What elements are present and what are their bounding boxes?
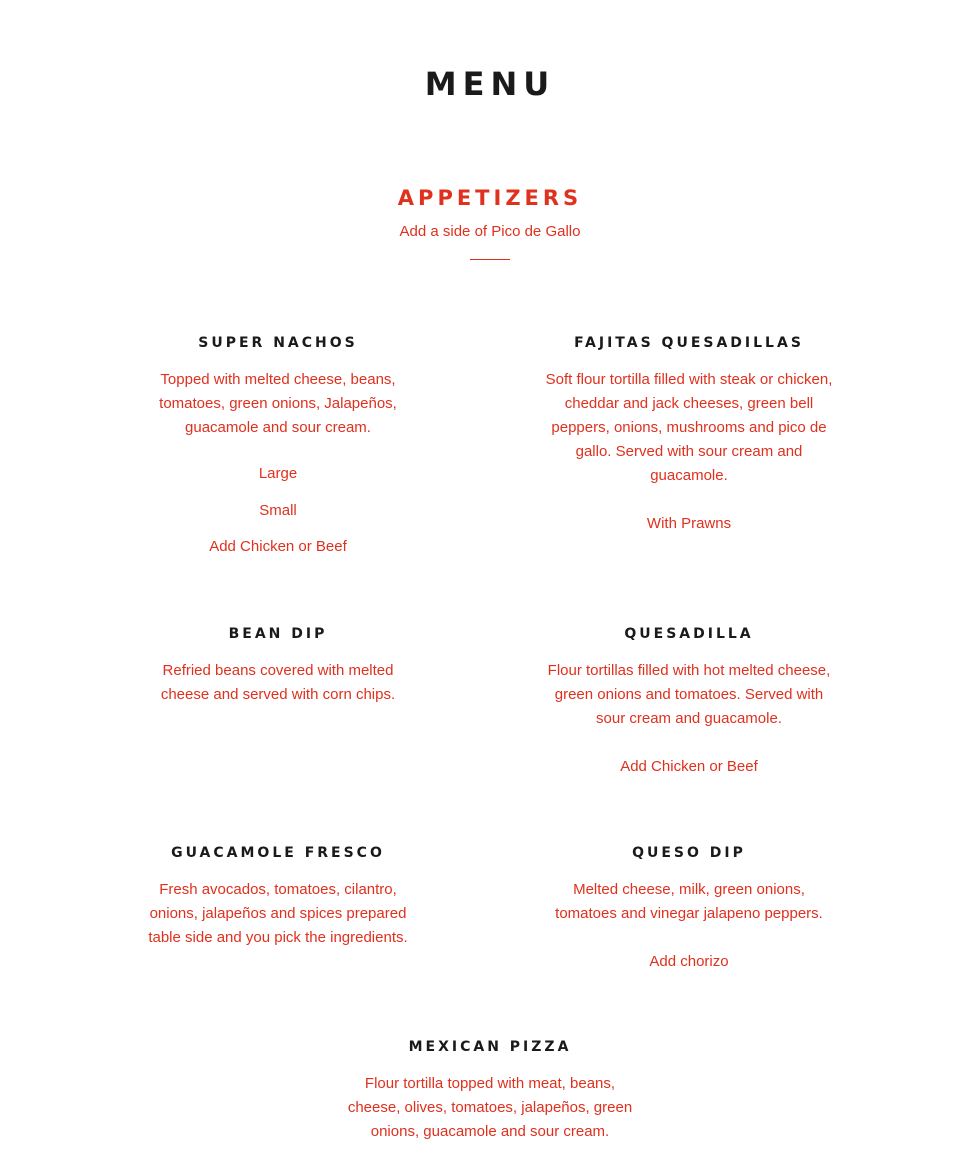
item-description: Soft flour tortilla filled with steak or chicken, cheddar and jack cheeses, green bell peppers, onions, mushrooms and pico de gallo. Served with sour cream and guacamole. <box>545 371 833 484</box>
menu-item-quesadilla <box>538 625 840 779</box>
menu-item-super-nachos <box>128 334 428 574</box>
section-subtitle: Add a side of Pico de Gallo <box>399 223 581 240</box>
item-name: SUPER NACHOS <box>198 335 358 351</box>
item-name: QUESO DIP <box>632 845 746 861</box>
item-description: Fresh avocados, tomatoes, cilantro, onions, jalapeños and spices prepared table side and you pick the ingredients. <box>148 881 408 946</box>
item-options <box>538 512 840 536</box>
item-option-add-chorizo: Add chorizo <box>649 953 729 970</box>
item-options <box>538 755 840 779</box>
item-name: QUESADILLA <box>624 626 754 642</box>
item-option-small: Small <box>259 501 297 519</box>
item-description: Refried beans covered with melted cheese and served with corn chips. <box>160 662 396 703</box>
section-divider <box>470 259 510 260</box>
item-description: Flour tortilla topped with meat, beans, cheese, olives, tomatoes, jalapeños, green onions, guacamole and sour cream. <box>347 1075 633 1140</box>
item-description: Flour tortillas filled with hot melted cheese, green onions and tomatoes. Served with sour cream and guacamole. <box>547 662 831 727</box>
menu-item-guacamole-fresco <box>128 844 428 950</box>
item-name: MEXICAN PIZZA <box>408 1039 572 1055</box>
item-options <box>538 950 840 974</box>
menu-item-bean-dip <box>128 625 428 707</box>
item-name: BEAN DIP <box>228 626 328 642</box>
item-option-add-chicken-beef: Add Chicken or Beef <box>620 758 758 775</box>
item-name: FAJITAS QUESADILLAS <box>574 335 804 351</box>
item-description: Topped with melted cheese, beans, tomatoes, green onions, Jalapeños, guacamole and sour cream. <box>159 371 397 436</box>
menu-item-mexican-pizza <box>340 1038 640 1144</box>
menu-item-fajitas-quesadillas <box>538 334 840 536</box>
page-title: MENU <box>424 65 556 103</box>
item-option-add-chicken-beef: Add Chicken or Beef <box>209 538 347 555</box>
item-option-with-prawns: With Prawns <box>646 515 732 532</box>
item-name: GUACAMOLE FRESCO <box>171 845 385 861</box>
item-description: Melted cheese, milk, green onions, tomatoes and vinegar jalapeno peppers. <box>555 881 823 922</box>
item-option-large: Large <box>258 465 298 482</box>
menu-item-queso-dip <box>538 844 840 974</box>
item-options <box>128 464 428 574</box>
section-title-appetizers: APPETIZERS <box>397 186 583 210</box>
